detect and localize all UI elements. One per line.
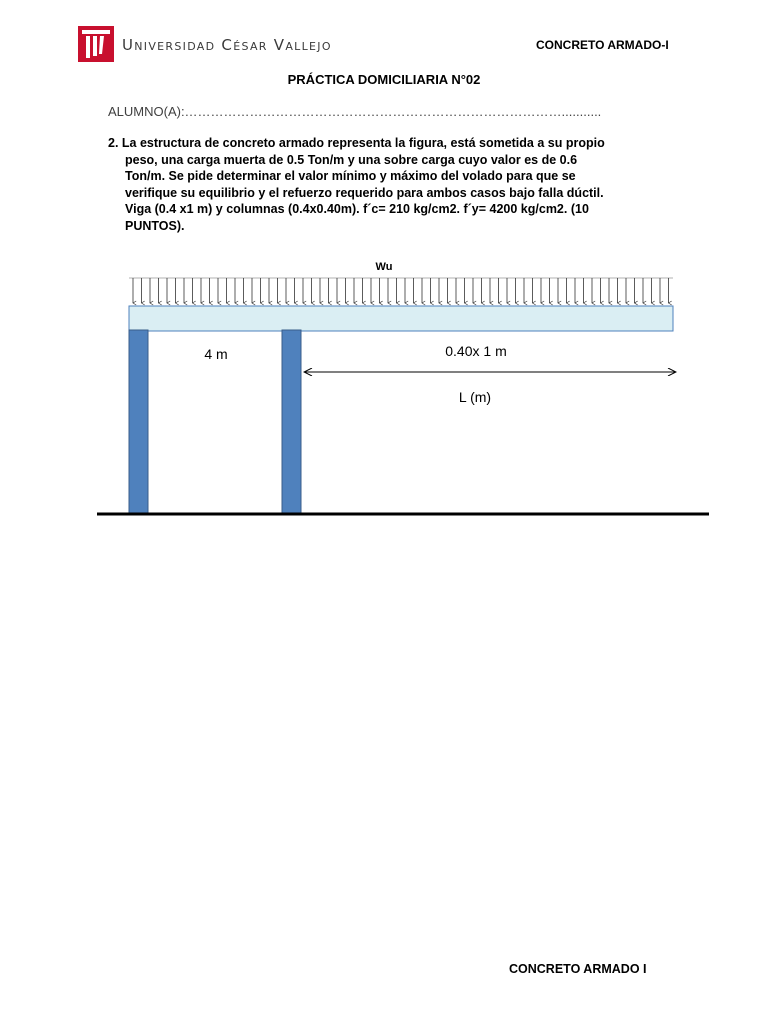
distributed-load <box>129 278 673 303</box>
problem-line-2: peso, una carga muerta de 0.5 Ton/m y una sobre carga cuyo valor es de 0.6 <box>125 152 578 167</box>
problem-line-6: PUNTOS). <box>125 218 185 233</box>
load-label: Wu <box>375 261 393 273</box>
university-name: Universidad César Vallejo <box>122 36 332 54</box>
problem-line-5: Viga (0.4 x1 m) y columnas (0.4x0.40m). f´c= 210 kg/cm2. f´y= 4200 kg/cm2. (10 <box>125 202 589 216</box>
student-name-line: ALUMNO(A):……………………………………………………………………………........... <box>108 104 602 119</box>
footer-course: CONCRETO ARMADO I <box>509 962 647 976</box>
problem-number: 2. <box>108 136 119 150</box>
university-logo-icon <box>78 26 114 62</box>
right-column <box>282 330 301 513</box>
problem-line-text: La estructura de concreto armado representa la figura, está sometida a su propio <box>121 136 605 150</box>
span-label: 4 m <box>204 346 228 362</box>
beam <box>129 306 673 331</box>
problem-line-1 <box>108 135 661 152</box>
left-column <box>129 330 148 513</box>
document-header <box>0 0 768 70</box>
structure-diagram <box>0 255 768 525</box>
problem-line-4: verifique su equilibrio y el refuerzo requerido para ambos casos bajo falla dúctil. <box>125 185 604 200</box>
problem-line-3: Ton/m. Se pide determinar el valor mínimo y máximo del volado para que se <box>125 169 576 183</box>
section-label: 0.40x 1 m <box>445 343 507 359</box>
header-course: CONCRETO ARMADO-I <box>536 38 669 52</box>
cantilever-label: L (m) <box>458 389 492 405</box>
problem-statement <box>108 135 661 234</box>
page-title: PRÁCTICA DOMICILIARIA N°02 <box>287 72 481 87</box>
